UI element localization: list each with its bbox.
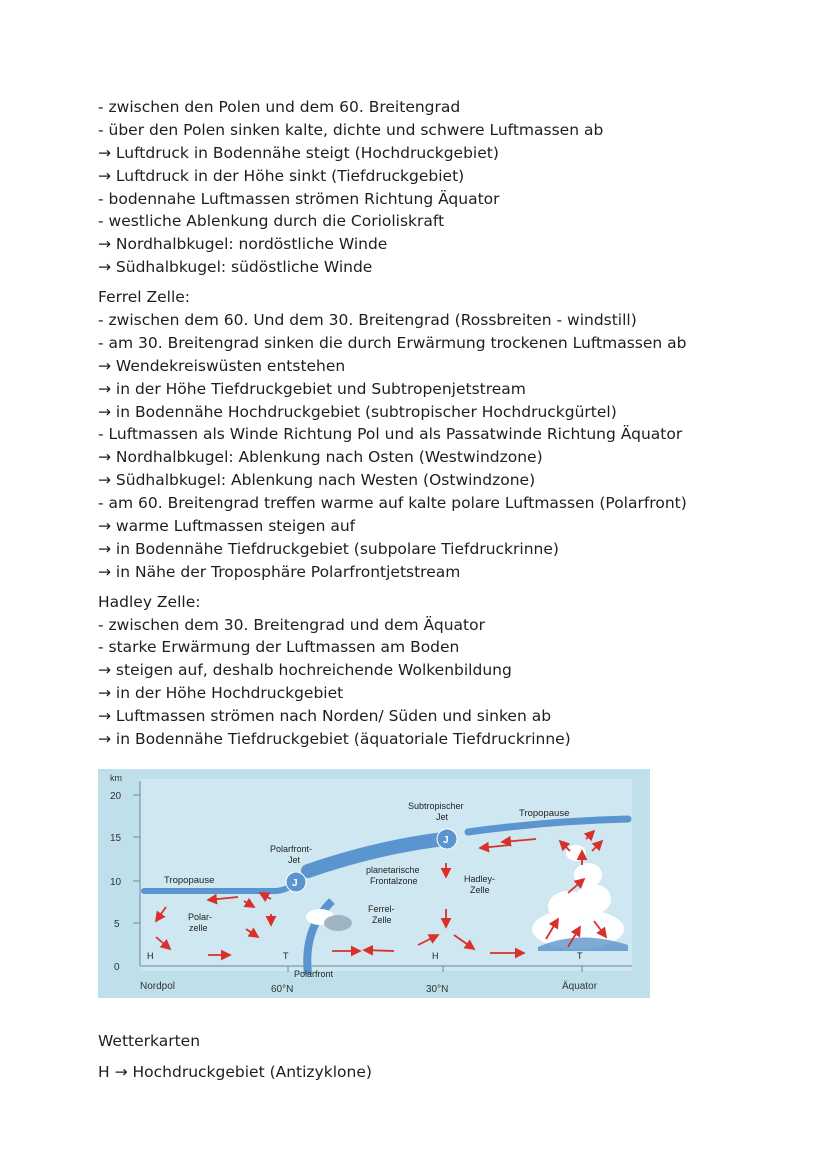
polar-label-2: zelle [189,923,208,933]
unit-label: km [110,773,122,783]
hadley-heading: Hadley Zelle: [98,592,201,611]
polarfront-jet-label-2: Jet [288,855,301,865]
text-line: → Wendekreiswüsten entstehen [98,356,346,375]
wetterkarten-heading: Wetterkarten [98,1032,201,1050]
text-body [98,96,738,751]
text-line: → in Nähe der Troposphäre Polarfrontjetstream [98,562,461,581]
t-label-60: T [283,951,289,961]
h-label-30: H [432,951,439,961]
h-label-pole: H [147,951,154,961]
text-line: - am 60. Breitengrad treffen warme auf kalte polare Luftmassen (Polarfront) [98,494,687,513]
text-line: - westliche Ablenkung durch die Corioliskraft [98,212,445,231]
text-line: → Luftmassen strömen nach Norden/ Süden und sinken ab [98,707,552,726]
text-line: → Nordhalbkugel: nordöstliche Winde [98,235,388,254]
tick-10: 10 [110,877,122,888]
polar-cell-lines [98,96,738,279]
tick-5: 5 [114,919,120,930]
circulation-svg [98,769,650,998]
polar-jet-symbol: J [292,878,298,889]
text-line: - über den Polen sinken kalte, dichte und schwere Luftmassen ab [98,120,604,139]
text-line: - zwischen dem 30. Breitengrad und dem Äquator [98,615,485,634]
text-line: - zwischen dem 60. Und dem 30. Breitengrad (Rossbreiten - windstill) [98,311,637,330]
ferrel-label-2: Zelle [372,915,392,925]
text-line: → Südhalbkugel: Ablenkung nach Westen (Ostwindzone) [98,471,536,490]
tick-15: 15 [110,833,122,844]
ferrel-heading: Ferrel Zelle: [98,288,191,307]
hadley-cell-lines [98,614,738,751]
tropopause-left-label: Tropopause [164,875,215,886]
subtrop-jet-symbol: J [443,835,449,846]
text-line: → Luftdruck in der Höhe sinkt (Tiefdruckgebiet) [98,166,465,185]
label-60n: 60°N [271,984,294,995]
text-line: → Nordhalbkugel: Ablenkung nach Osten (Westwindzone) [98,448,543,467]
ferrel-label-1: Ferrel- [368,904,395,914]
text-line: - starke Erwärmung der Luftmassen am Boden [98,638,460,657]
text-line: → in Bodennähe Tiefdruckgebiet (subpolare Tiefdruckrinne) [98,539,559,558]
text-line: → in der Höhe Hochdruckgebiet [98,684,344,703]
atmospheric-circulation-diagram [98,769,650,998]
polar-label-1: Polar- [188,912,213,922]
label-aequator: Äquator [562,981,598,992]
frontalzone-label-2: Frontalzone [370,876,418,886]
text-line: - bodennahe Luftmassen strömen Richtung Äquator [98,189,500,208]
label-30n: 30°N [426,984,449,995]
subtrop-jet-label-2: Jet [436,812,449,822]
label-nordpol: Nordpol [140,981,176,992]
tick-20: 20 [110,791,122,802]
subtrop-jet-label-1: Subtropischer [408,801,464,811]
text-line: - am 30. Breitengrad sinken die durch Erwärmung trockenen Luftmassen ab [98,333,687,352]
wetterkarten-line: H → Hochdruckgebiet (Antizyklone) [98,1063,372,1081]
frontalzone-label-1: planetarische [366,865,420,875]
text-line: - Luftmassen als Winde Richtung Pol und als Passatwinde Richtung Äquator [98,425,683,444]
text-line: → Luftdruck in Bodennähe steigt (Hochdruckgebiet) [98,143,499,162]
text-line: → in Bodennähe Tiefdruckgebiet (äquatoriale Tiefdruckrinne) [98,730,571,749]
text-line: → in der Höhe Tiefdruckgebiet und Subtropenjetstream [98,379,526,398]
text-line: → steigen auf, deshalb hochreichende Wolkenbildung [98,661,512,680]
text-line: - zwischen den Polen und dem 60. Breitengrad [98,98,461,116]
hadley-label-2: Zelle [470,885,490,895]
tick-0: 0 [114,962,120,973]
text-line: → warme Luftmassen steigen auf [98,517,356,536]
t-label-eq: T [577,951,583,961]
tropopause-right-label: Tropopause [519,808,570,819]
hadley-label-1: Hadley- [464,874,496,884]
text-line: → in Bodennähe Hochdruckgebiet (subtropischer Hochdruckgürtel) [98,402,617,421]
polarfront-jet-label-1: Polarfront- [270,844,313,854]
polarfront-label: Polarfront [294,969,334,979]
text-line: → Südhalbkugel: südöstliche Winde [98,258,373,277]
ferrel-cell-lines [98,309,738,584]
